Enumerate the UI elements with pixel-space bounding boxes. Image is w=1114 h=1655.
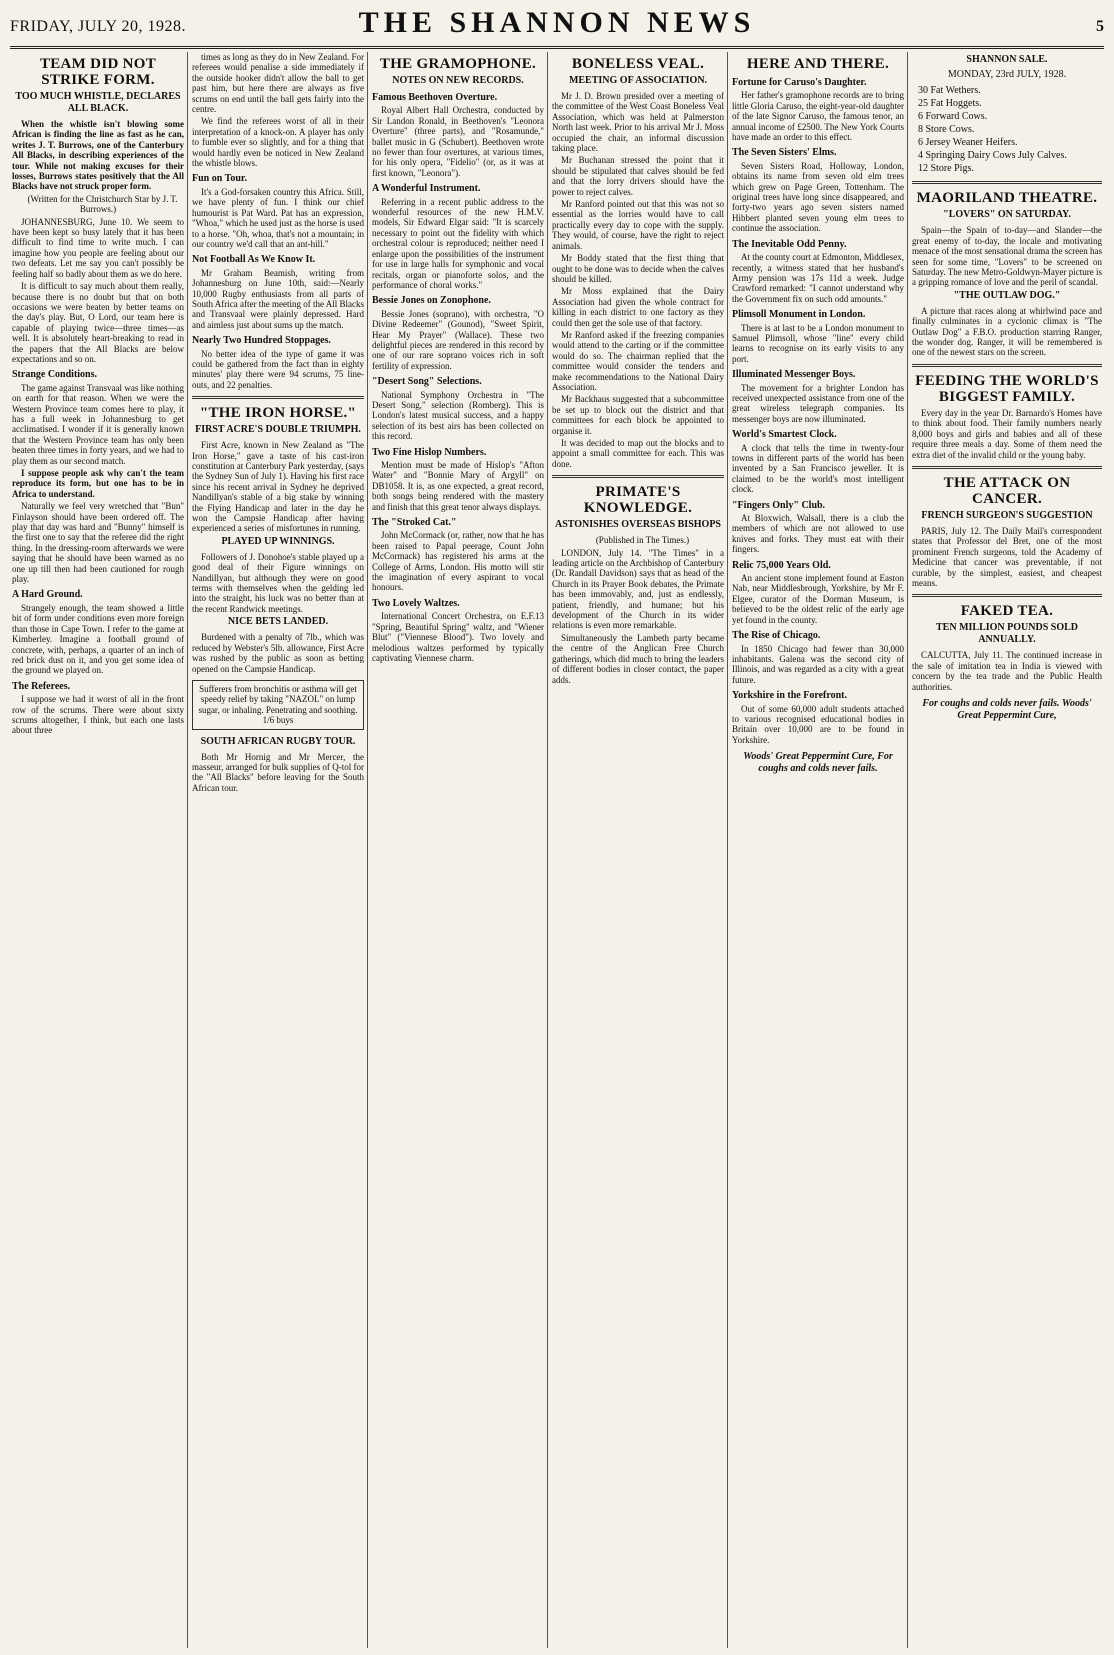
masthead-title: THE SHANNON NEWS bbox=[358, 6, 756, 39]
paragraph: First Acre, known in New Zealand as "The Iron Horse," gave a taste of his cast-iron constitution at Canterbury Park yesterday, (says the Sydney Sun of July 1). Having his first race since his recent arrival in Sydney he deprived Nandillyan's stable of a big stake by winning the Flying Handicap and later in the day he won the Campsie Handicap after having experienced a series of misfortunes in running. bbox=[192, 440, 364, 534]
advertisement-peppermint-cure: For coughs and colds never fails. Woods' Great Peppermint Cure, bbox=[922, 697, 1092, 721]
section-heading: Not Football As We Know It. bbox=[192, 254, 316, 266]
advertisement-peppermint-cure: Woods' Great Peppermint Cure, For coughs and colds never fails. bbox=[743, 751, 893, 775]
paragraph: Royal Albert Hall Orchestra, conducted by Sir Landon Ronald, in Beethoven's "Leonora Overture" (three parts), and "Rosamunde," ballet music in G (Schubert). Beethoven wrote no fewer than four overtures, at various times, for his only opera, "Fidelio" (or, as it was at first known, "Leonora"). bbox=[372, 105, 544, 178]
article-headline: THE GRAMOPHONE. bbox=[379, 56, 537, 72]
column-2 bbox=[192, 52, 364, 1648]
paragraph: Mr Boddy stated that the first thing that ought to be done was to decide when the calves should be killed. bbox=[552, 253, 724, 284]
paragraph: International Concert Orchestra, on E.F.13 "Spring, Beautiful Spring" waltz, and "Wiener Blut" ("Viennese Blood"). Two lovely and melodious waltzes performed by typically captivating Viennese charm. bbox=[372, 611, 544, 663]
section-heading: "Fingers Only" Club. bbox=[732, 499, 826, 511]
paragraph: CALCUTTA, July 11. The continued increase in the sale of imitation tea in India is viewed with concern by the tea trade and the Public Health authorities. bbox=[912, 650, 1102, 692]
column-3 bbox=[372, 52, 544, 1648]
paragraph: Strangely enough, the team showed a little bit of form under conditions even more foreign than those in Cape Town. I refer to the game at Kimberley. Imagine a football ground of concrete, with, perhaps, a quarter of an inch of red brick dust on it, and you get some idea of the ground we played on. bbox=[12, 602, 184, 676]
article-subheadline: FIRST ACRE'S DOUBLE TRIUMPH. bbox=[195, 424, 361, 436]
list-item: 8 Store Cows. bbox=[918, 124, 975, 136]
paragraph: Mr Buchanan stressed the point that it should be stipulated that calves should be fed and that the lorry drivers should have the power to reject calves. bbox=[552, 155, 724, 197]
section-heading: Relic 75,000 Years Old. bbox=[732, 559, 831, 571]
section-heading: PLAYED UP WINNINGS. bbox=[221, 535, 335, 547]
section-heading: Bessie Jones on Zonophone. bbox=[372, 295, 491, 307]
article-credit: (Published in The Times.) bbox=[595, 535, 690, 546]
section-heading: The Referees. bbox=[12, 680, 71, 692]
section-heading: Two Fine Hislop Numbers. bbox=[372, 446, 487, 458]
paragraph: Referring in a recent public address to the wonderful resources of the new H.M.V. models, Sir Edward Elgar said: "It is scarcely necessary to point out the fidelity with which orchestral colour is reproduced; neither need I enlarge upon the possibilities of the instrument for use in large halls for symphonic and vocal recitals, organ or pianoforte solos, and the performance of choral works." bbox=[372, 196, 544, 290]
paragraph: No better idea of the type of game it was could be gathered from the fact than in eighty minutes' play there were 94 scrums, 75 line-outs, and 22 penalties. bbox=[192, 348, 364, 390]
paragraph: It is difficult to say much about them really, because there is no doubt but that on both occasions we were beaten by better teams on the day's play. But, O Lord, our team here is capable of playing twice—three times—as well. It is absolutely heart-breaking to read in the papers that the All Blacks are below expectations and so on. bbox=[12, 281, 184, 364]
section-heading: The Inevitable Odd Penny. bbox=[732, 238, 847, 250]
paragraph: Mr Graham Beamish, writing from Johannesburg on June 10th, said:—Nearly 10,000 Rugby enthusiasts from all parts of South Africa after the meeting of the All Blacks and Transvaal were plainly depressed. Hard and aimless just about sums up the match. bbox=[192, 267, 364, 330]
article-headline: THE ATTACK ON CANCER. bbox=[943, 474, 1071, 507]
paragraph: National Symphony Orchestra in "The Desert Song," selection (Romberg). This is London's latest musical success, and a happy selection of its best airs has been collected on this record. bbox=[372, 389, 544, 442]
paragraph: Every day in the year Dr. Barnardo's Homes have to think about food. Their family numbers nearly 8,000 boys and girls and babies and all of these require three meals a day. Some of them need the extra diet of the invalid child or the young baby. bbox=[912, 407, 1102, 460]
paragraph: It was decided to map out the blocks and to appoint a small committee for each. This was done. bbox=[552, 438, 724, 469]
paragraph: The game against Transvaal was like nothing on earth for that reason. When we were the Western Province team comes here to play, it has a full week in Johannesburg to get acclimatised. I wonder if it is generally known that the Western Province team has only been beaten three times in forty years, and we had to play them as our second match. bbox=[12, 382, 184, 466]
column-5 bbox=[732, 52, 904, 1648]
list-item: 30 Fat Wethers. bbox=[918, 85, 981, 97]
article-headline: FAKED TEA. bbox=[960, 603, 1054, 620]
paragraph: Seven Sisters Road, Holloway, London, obtains its name from seven old elm trees which grew on Page Green, Tottenham. The original trees have long since disappeared, and forty-two years ago seven sisters named Hibbert planted seven young elm trees to continue the association. bbox=[732, 160, 904, 234]
divider bbox=[912, 364, 1102, 367]
paragraph: JOHANNESBURG, June 10. We seem to have been kept so busy lately that it has been difficult to find time to write much. I can imagine how you people are feeling about our two defeats. Let me say you can't possibly be feeling half so badly about them as we do here. bbox=[12, 216, 184, 279]
article-subheadline: NOTES ON NEW RECORDS. bbox=[392, 75, 524, 86]
paragraph: LONDON, July 14. "The Times" in a leading article on the Archbishop of Canterbury (Dr. Randall Davidson) says that as head of the Church in its Prayer Book debates, the Primate has been immovably, and, just as endlessly, patient, friendly, and humane; but his development of the Church in its wider relations is even more remarkable. bbox=[552, 547, 724, 631]
paragraph: In 1850 Chicago had fewer than 30,000 inhabitants. Galena was the second city of Illinois, and was regarded as a city with a great future. bbox=[732, 643, 904, 685]
article-subheadline: ASTONISHES OVERSEAS BISHOPS bbox=[555, 519, 721, 531]
column-divider bbox=[907, 52, 908, 1648]
section-heading: World's Smartest Clock. bbox=[732, 429, 837, 441]
column-6 bbox=[912, 52, 1102, 1648]
divider bbox=[912, 181, 1102, 184]
column-divider bbox=[727, 52, 728, 1648]
section-heading: "Desert Song" Selections. bbox=[372, 376, 482, 388]
column-1 bbox=[12, 52, 184, 1648]
paragraph: A picture that races along at whirlwind pace and finally culminates in a cyclonic climax is "The Outlaw Dog" a F.B.O. production starring Ranger, the wonder dog. Ranger, it will be remembered is one of the newest stars on the screen. bbox=[912, 305, 1102, 358]
paragraph: Burdened with a penalty of 7lb., which was reduced by Webster's 5lb. allowance, First Acre was rushed by the public as soon as betting opened on the Campsie Handicap. bbox=[192, 632, 364, 674]
section-heading: NICE BETS LANDED. bbox=[227, 616, 329, 628]
masthead bbox=[10, 6, 1104, 44]
paragraph: Simultaneously the Lambeth party became the centre of the Anglican Free Church gatherings, which did much to bring the leaders of different bodies in closer contact, the paper adds. bbox=[552, 632, 724, 685]
paragraph: There is at last to be a London monument to Samuel Plimsoll, whose "line" every child learns to recognise on its early visits to any port. bbox=[732, 322, 904, 364]
article-headline: HERE AND THERE. bbox=[746, 56, 890, 72]
paragraph: An ancient stone implement found at Easton Nab, near Middlesbrough, Yorkshire, by Mr F. Elgee, curator of the Dorman Museum, is believed to be the oldest relic of the early age yet found in the county. bbox=[732, 573, 904, 625]
paragraph: Followers of J. Donohoe's stable played up a good deal of their Figure winnings on Nandillyan, but although they were on good terms with themselves when the gelding led into the straight, his luck was no better than at the recent Randwick meetings. bbox=[192, 551, 364, 614]
article-subheadline: "LOVERS" ON SATURDAY. bbox=[943, 209, 1071, 221]
section-heading: "THE OUTLAW DOG." bbox=[953, 289, 1061, 301]
list-item: 12 Store Pigs. bbox=[918, 163, 974, 175]
list-item: 6 Jersey Weaner Heifers. bbox=[918, 137, 1018, 149]
article-headline: FEEDING THE WORLD'S BIGGEST FAMILY. bbox=[915, 372, 1099, 405]
paragraph: Spain—the Spain of to-day—and Slander—the great enemy of to-day, the locale and motivating menace of the most sensational drama the screen has seen for some time, "Lovers" to be screened on Saturday. The new Metro-Goldwyn-Mayer picture is a gripping romance of love and the peril of scandal. bbox=[912, 225, 1102, 288]
advertisement-nazol: Sufferers from bronchitis or asthma will get speedy relief by taking "NAZOL" on lump sugar, or inhaling. Penetrating and soothing. 1/6 buys bbox=[192, 680, 364, 730]
paragraph: I suppose we had it worst of all in the front row of the scrums. There were about sixty scrums altogether, I think, but each one lasts about three bbox=[12, 694, 184, 736]
list-item: 4 Springing Dairy Cows July Calves. bbox=[918, 150, 1067, 162]
list-item: 6 Forward Cows. bbox=[918, 111, 988, 123]
section-heading: Two Lovely Waltzes. bbox=[372, 597, 460, 609]
paragraph: Mr Backhaus suggested that a subcommittee be set up to block out the district and that committees for each block be appointed to organise it. bbox=[552, 394, 724, 436]
paragraph: At the county court at Edmonton, Middlesex, recently, a witness stated that her husband's Army pension was 17s 11d a week. Judge Crawford remarked: "I cannot understand why the Government fix on such odd amounts." bbox=[732, 252, 904, 304]
paragraph: Her father's gramophone records are to bring little Gloria Caruso, the eight-year-old daughter of the late Signor Caruso, the famous tenor, an annual income of £2500. The New York Courts have made an order to this effect. bbox=[732, 90, 904, 143]
list-item: 25 Fat Hoggets. bbox=[918, 98, 982, 110]
article-credit: (Written for the Christchurch Star by J. T. Burrows.) bbox=[27, 193, 178, 215]
column-divider bbox=[187, 52, 188, 1648]
section-heading: Illuminated Messenger Boys. bbox=[732, 369, 856, 381]
article-headline: TEAM DID NOT STRIKE FORM. bbox=[39, 56, 157, 88]
article-subheadline: FRENCH SURGEON'S SUGGESTION bbox=[921, 509, 1093, 521]
column-divider bbox=[367, 52, 368, 1648]
paragraph: Mr Ranford asked if the freezing companies would attend to the carting or if the committee would do so. The chairman replied that the committee would consider the tenders and make recommendations to the National Dairy Association. bbox=[552, 329, 724, 392]
divider bbox=[912, 594, 1102, 597]
section-heading: Plimsoll Monument in London. bbox=[732, 309, 866, 321]
article-intro: When the whistle isn't blowing some African is finding the line as fast as he can, writes J. T. Burrows, one of the Canterbury All Blacks, in describing experiences of the tour. While not making excuses for their losses, Burrows states positively that the All Blacks have not struck proper form. bbox=[12, 119, 184, 192]
paragraph: Bessie Jones (soprano), with orchestra, "O Divine Redeemer" (Gounod), "Sweet Spirit, Hear My Prayer" (Wallace). These two delightful pieces are rendered in this record by one of our rare soprano voices rich in soft fertility of expression. bbox=[372, 308, 544, 371]
paragraph: Mr Moss explained that the Dairy Association had given the whole contract for killing in each district to one factory as they could then get the sole use of that factory. bbox=[552, 286, 724, 328]
paragraph: John McCormack (or, rather, now that he has been raised to Papal peerage, Count John McCormack) has registered his arms at the College of Arms, London. His motto will stir the imagination of every aspirant to vocal honours. bbox=[372, 530, 544, 593]
paragraph: Both Mr Hornig and Mr Mercer, the masseur, arranged for bulk supplies of Q-tol for the "All Blacks" before leaving for the South African tour. bbox=[192, 751, 364, 793]
masthead-date: FRIDAY, JULY 20, 1928. bbox=[10, 18, 186, 35]
paragraph: Mr J. D. Brown presided over a meeting of the committee of the West Coast Boneless Veal Association, which was held at Palmerston North last week. Prior to his arrival Mr J. Moss occupied the chair, an informal discussion taking place. bbox=[552, 91, 724, 154]
section-heading: Yorkshire in the Forefront. bbox=[732, 690, 847, 702]
article-subheadline: TEN MILLION POUNDS SOLD ANNUALLY. bbox=[936, 622, 1078, 646]
article-headline: SOUTH AFRICAN RUGBY TOUR. bbox=[200, 735, 356, 747]
section-heading: Fortune for Caruso's Daughter. bbox=[732, 77, 867, 88]
paragraph: Out of some 60,000 adult students attached to various recognised educational bodies in Britain over 10,000 are to be found in Yorkshire. bbox=[732, 703, 904, 745]
paragraph: PARIS, July 12. The Daily Mail's correspondent states that Professor del Bret, one of the most prominent French surgeons, told the Academy of Medicine that cancer was preventable, if not curable, by the simplest, easiest, and cheapest means. bbox=[912, 525, 1102, 588]
section-heading: The Rise of Chicago. bbox=[732, 630, 821, 642]
masthead-page-number: 5 bbox=[1096, 18, 1104, 35]
section-heading: A Wonderful Instrument. bbox=[372, 183, 481, 195]
section-heading: Nearly Two Hundred Stoppages. bbox=[192, 335, 331, 347]
paragraph: A clock that tells the time in twenty-four towns in different parts of the world has been invented by a San Francisco jeweller. It is claimed to be the world's most intelligent clock. bbox=[732, 442, 904, 495]
paragraph: The movement for a brighter London has received unexpected assistance from one of the great wireless telegraph companies. Its messenger boys are now illuminated. bbox=[732, 382, 904, 424]
article-headline: MAORILAND THEATRE. bbox=[916, 190, 1098, 207]
section-heading: Famous Beethoven Overture. bbox=[372, 92, 498, 103]
article-subheadline: MEETING OF ASSOCIATION. bbox=[568, 75, 708, 86]
paragraph: Mention must be made of Hislop's "Afton Water" and "Bonnie Mary of Argyll" on DB1058. It is, as one expected, a great record, both songs being rendered with the mastery and finish that this great tenor always displays. bbox=[372, 460, 544, 512]
masthead-rule bbox=[10, 46, 1104, 49]
column-divider bbox=[547, 52, 548, 1648]
section-heading: Strange Conditions. bbox=[12, 369, 98, 381]
sale-date: MONDAY, 23rd JULY, 1928. bbox=[947, 69, 1067, 80]
divider bbox=[192, 396, 364, 399]
section-heading: A Hard Ground. bbox=[12, 589, 83, 601]
paragraph: It's a God-forsaken country this Africa. Still, we have plenty of fun. I think our chief humourist is Pat Ward. Pat has an expression, "Whoa," which he used just as the horse is used to a horse. "Oh, whoa, that's not a mountain; in our country we'd call that an ant-hill." bbox=[192, 186, 364, 249]
section-heading: The Seven Sisters' Elms. bbox=[732, 147, 837, 159]
article-headline: "THE IRON HORSE." bbox=[199, 405, 357, 422]
article-subheadline: TOO MUCH WHISTLE, DECLARES ALL BLACK. bbox=[15, 91, 181, 114]
divider bbox=[912, 466, 1102, 469]
article-headline: PRIMATE'S KNOWLEDGE. bbox=[583, 484, 693, 517]
column-4 bbox=[552, 52, 724, 1648]
divider bbox=[552, 475, 724, 478]
section-heading: The "Stroked Cat." bbox=[372, 517, 457, 529]
paragraph: Naturally we feel very wretched that "Bun" Finlayson should have been ordered off. The play that day was hard and "Bunny" himself is the first one to say that the referee did the right thing. In the dressing-room afterwards we were saying that he should have been warned as no one up till then had been cautioned for rough play. bbox=[12, 501, 184, 585]
article-headline: BONELESS VEAL. bbox=[571, 56, 705, 72]
section-heading: Fun on Tour. bbox=[192, 173, 247, 185]
pull-quote: I suppose people ask why can't the team reproduce its form, but one has to be in Africa to understand. bbox=[12, 468, 184, 499]
paragraph: times as long as they do in New Zealand. For referees would penalise a side immediately if the outside hooker didn't allow the ball to get past him, but here there are always as five scrums on end until the ball gets fairly into the centre. bbox=[192, 52, 364, 115]
sale-title: SHANNON SALE. bbox=[966, 54, 1048, 65]
paragraph: We find the referees worst of all in their interpretation of a knock-on. A player has only to fumble ever so slightly, and for a thing that would hardly even be noticed in New Zealand the whistle blows. bbox=[192, 116, 364, 169]
sale-list bbox=[912, 84, 1102, 175]
paragraph: Mr Ranford pointed out that this was not so essential as the lorries would have to call practically every day to cope with the supply. They would, of course, have the right to reject animals. bbox=[552, 199, 724, 251]
paragraph: At Bloxwich, Walsall, there is a club the members of which are not allowed to use knives and forks. They must eat with their fingers. bbox=[732, 513, 904, 555]
